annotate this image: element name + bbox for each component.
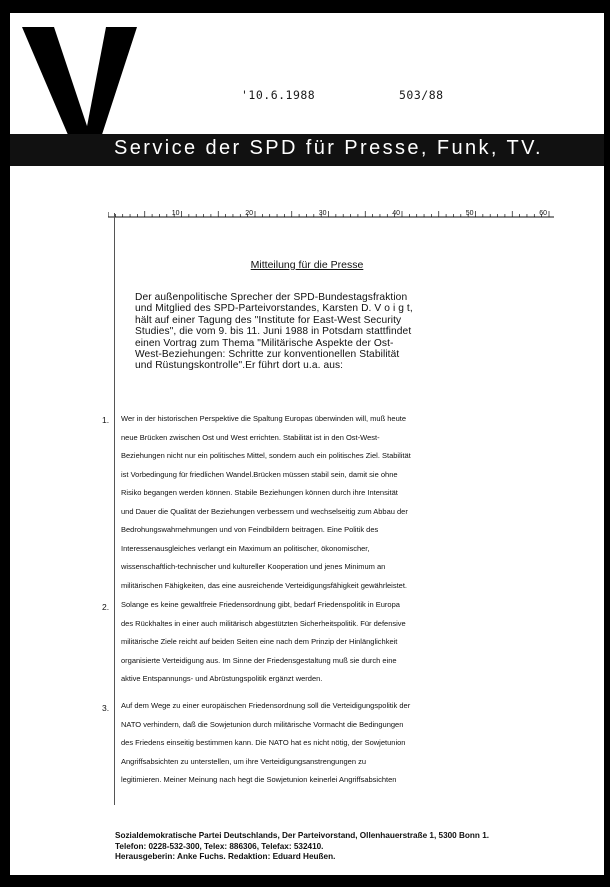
paragraph-line: des Friedens einseitig bestimmen kann. Die NATO hat es nicht nötig, der Sowjetunion: [121, 738, 406, 747]
paragraph-line: Beziehungen nicht nur ein politisches Mittel, sondern auch ein politisches Ziel. Stabilität: [121, 451, 411, 460]
paragraph-line: militärische Ziele reicht auf beiden Seiten eine nach dem Prinzip der Hinlänglichkeit: [121, 637, 398, 646]
release-number: 503/88: [399, 88, 444, 102]
paragraph-number: 3.: [102, 703, 110, 713]
intro-line: hält auf einer Tagung des "Institute for East-West Security: [135, 314, 402, 326]
ruler-label: 60: [539, 210, 547, 217]
paragraph-line: militärischen Fähigkeiten, das eine ausreichende Verteidigungsfähigkeit gewährleistet.: [121, 580, 408, 590]
paragraph-line: Interessenausgleiches verlangt ein Maximum an politischer, ökonomischer,: [121, 543, 370, 553]
paragraph-line: Angriffsabsichten zu unterstellen, um ihre Verteidigungsanstrengungen zu: [121, 756, 367, 766]
paragraph-3: [121, 697, 551, 790]
paragraph-2: [121, 596, 551, 689]
typewriter-ruler: [108, 206, 558, 220]
footer-imprint: [115, 831, 595, 863]
paragraph-number: 2.: [102, 602, 110, 612]
paragraph-number: 1.: [102, 415, 110, 425]
footer-line: Telefon: 0228-532-300, Telex: 886306, Telefax: 532410.: [115, 841, 324, 851]
press-release-page: [10, 13, 604, 875]
paragraph-line: Solange es keine gewaltfreie Friedensordnung gibt, bedarf Friedenspolitik in Europa: [121, 600, 400, 609]
margin-line: [114, 213, 115, 805]
ruler-label: 10: [171, 210, 180, 217]
banner-title: Service der SPD für Presse, Funk, TV.: [114, 137, 543, 159]
intro-line: und Mitglied des SPD-Parteivorstandes, Karsten D. V o i g t,: [135, 303, 413, 315]
ruler-ticks: [115, 210, 549, 217]
paragraph-line: Wer in der historischen Perspektive die Spaltung Europas überwinden will, muß heute: [121, 414, 407, 423]
paragraph-1: [121, 410, 551, 595]
intro-line: einen Vortrag zum Thema "Militärische Aspekte der Ost-: [135, 337, 394, 349]
service-banner: [10, 134, 604, 166]
paragraph-line: neue Brücken zwischen Ost und West errichten. Stabilität ist in den Ost-West-: [121, 432, 380, 442]
paragraph-line: NATO verhindern, daß die Sowjetunion durch militärische Vormacht die Bedingungen: [121, 719, 404, 729]
ruler-label: 30: [318, 210, 327, 217]
paragraph-line: ist Vorbedingung für friedlichen Wandel.Brücken müssen stabil sein, damit sie ohne: [121, 469, 398, 479]
paragraph-line: Auf dem Wege zu einer europäischen Friedensordnung soll die Verteidigungspolitik der: [121, 701, 411, 710]
intro-line: Studies", die vom 9. bis 11. Juni 1988 in Potsdam stattfindet: [135, 326, 412, 338]
ruler-label: 20: [245, 210, 253, 217]
paragraph-line: Risiko begangen werden können. Stabile Beziehungen können durch ihre Intensität: [121, 488, 398, 497]
heading-text: Mitteilung für die Presse: [250, 259, 364, 271]
footer-line: Herausgeberin: Anke Fuchs. Redaktion: Eduard Heußen.: [115, 852, 336, 861]
paragraph-line: Bedrohungswahrnehmungen und von Feindbildern beitragen. Eine Politik des: [121, 525, 379, 534]
paragraph-line: legitimieren. Meiner Meinung nach hegt die Sowjetunion keinerlei Angriffsabsichten: [121, 775, 397, 784]
paragraph-line: wissenschaftlich-technischer und kultureller Kooperation und jenes Minimum an: [121, 562, 386, 571]
intro-line: Der außenpolitische Sprecher der SPD-Bundestagsfraktion: [135, 292, 408, 303]
ruler-label: 50: [465, 210, 474, 217]
document-heading: [10, 259, 604, 271]
intro-line: West-Beziehungen: Schritte zur konventionellen Stabilität: [135, 349, 400, 361]
ruler-label: 40: [392, 210, 400, 217]
intro-block: [135, 292, 555, 372]
paragraph-line: organisierte Verteidigung aus. Im Sinne der Friedensgestaltung muß sie durch eine: [121, 655, 397, 665]
release-date: '10.6.1988: [241, 88, 316, 102]
paragraph-line: und Dauer die Qualität der Beziehungen verbessern und wechselseitig zum Abbau der: [121, 506, 408, 516]
paragraph-line: des Rückhaltes in einer auch militärisch abgestützten Sicherheitspolitik. Für defensive: [121, 618, 406, 628]
footer-line: Sozialdemokratische Partei Deutschlands, Der Parteivorstand, Ollenhauerstraße 1, 5300 Bonn 1.: [115, 831, 490, 840]
paragraph-line: aktive Entspannungs- und Abrüstungspolitik ergänzt werden.: [121, 674, 323, 683]
intro-line: und Rüstungskontrolle".Er führt dort u.a. aus:: [135, 360, 344, 372]
